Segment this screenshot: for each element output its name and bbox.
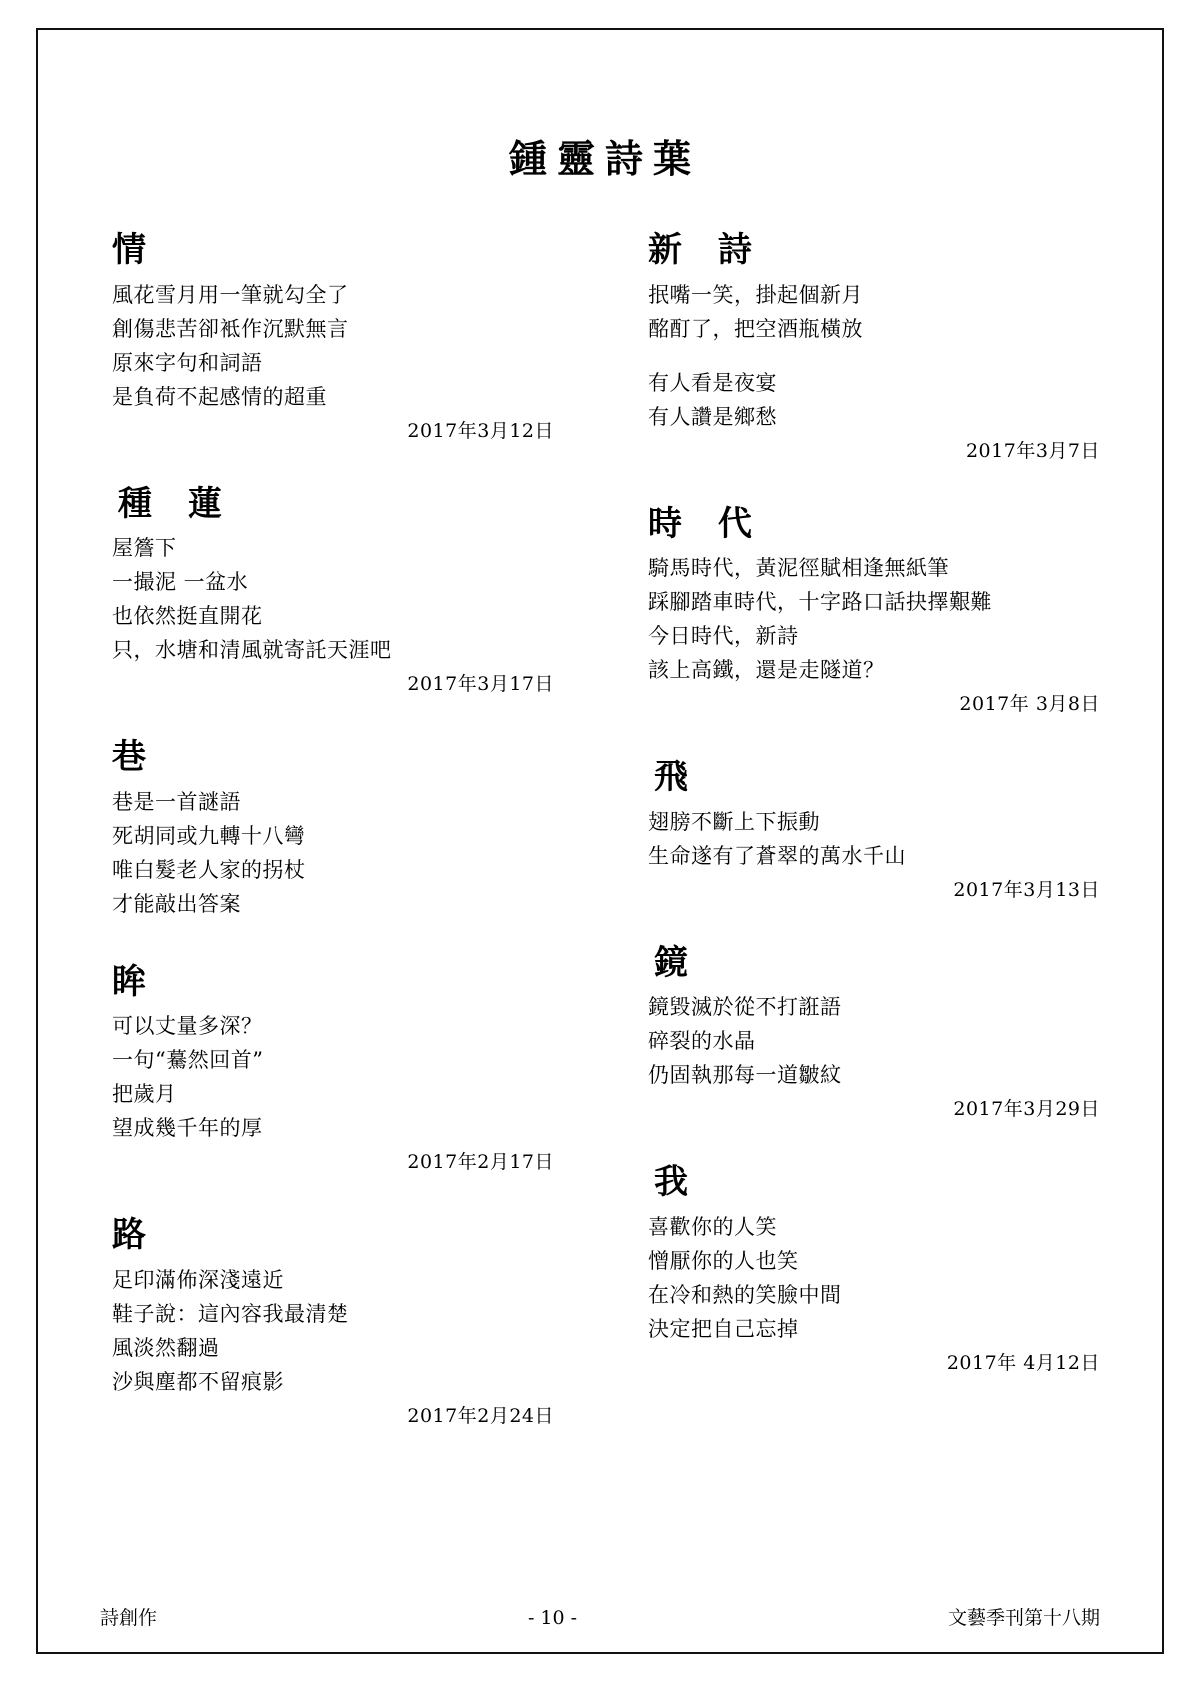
- poem-line: 生命遂有了蒼翠的萬水千山: [648, 843, 906, 868]
- poem-line: 今日時代，新詩: [648, 624, 799, 649]
- page-title: 鍾靈詩葉: [508, 136, 701, 181]
- poem-line: 死胡同或九轉十八彎: [112, 823, 306, 848]
- poem-line: 是負荷不起感情的超重: [112, 384, 327, 409]
- poem: [112, 1214, 582, 1428]
- poem-line: 決定把自己忘掉: [648, 1316, 799, 1341]
- poem-line: 風淡然翻過: [112, 1335, 220, 1360]
- poem-date: 2017年3月13日: [953, 878, 1100, 901]
- poem-line: 一撮泥 一盆水: [112, 570, 249, 595]
- poem-line: 仍固執那每一道皺紋: [648, 1063, 842, 1088]
- poem: [648, 1161, 1110, 1375]
- poem-date: 2017年3月17日: [407, 673, 554, 696]
- poem-line: 翅膀不斷上下振動: [648, 809, 820, 834]
- poem-title: 飛: [654, 757, 700, 798]
- poem-line: 唯白髮老人家的拐杖: [112, 857, 306, 882]
- poem-line: 抿嘴一笑，掛起個新月: [648, 282, 863, 307]
- footer-section-label: 詩創作: [100, 1607, 158, 1629]
- footer-publication-label: 文藝季刊第十八期: [947, 1607, 1100, 1629]
- column-left: [90, 229, 600, 1468]
- poem-line: 酩酊了，把空酒瓶橫放: [648, 316, 863, 341]
- poem-line: 有人讚是鄉愁: [648, 404, 777, 429]
- poem-line: 鏡毀滅於從不打誑語: [648, 995, 842, 1020]
- poem-columns: [90, 229, 1110, 1468]
- poem-line: 騎馬時代，黃泥徑賦相逢無紙筆: [648, 556, 949, 581]
- poem-date: 2017年 3月8日: [959, 693, 1100, 716]
- poem-title: 路: [112, 1215, 158, 1256]
- poem-line: 望成幾千年的厚: [112, 1116, 263, 1141]
- poem-line: 鞋子說：這內容我最清楚: [112, 1301, 349, 1326]
- poem-line: 在冷和熱的笑臉中間: [648, 1282, 842, 1307]
- poem-line: 喜歡你的人笑: [648, 1214, 777, 1239]
- poem-line: 該上高鐵，還是走隧道？: [648, 658, 885, 683]
- poem-title: 新 詩: [648, 230, 764, 270]
- poem-date: 2017年3月29日: [953, 1098, 1100, 1121]
- poem: [648, 942, 1110, 1122]
- column-right: [600, 229, 1110, 1468]
- poem-line: 可以丈量多深？: [112, 1014, 263, 1039]
- poem-title: 鏡: [654, 942, 700, 983]
- poem-line: 才能敲出答案: [112, 891, 241, 916]
- poem-title: 時 代: [648, 503, 764, 544]
- poem: [648, 503, 1110, 717]
- poem-line: 把歲月: [112, 1082, 177, 1107]
- poem-title: 種 蓮: [118, 483, 234, 524]
- poem-line: 憎厭你的人也笑: [648, 1248, 799, 1273]
- poem-line: 創傷悲苦卻袛作沉默無言: [112, 316, 349, 341]
- poem-title: 眸: [112, 961, 158, 1002]
- poem-line: 也依然挺直開花: [112, 604, 263, 629]
- poem-date: 2017年3月12日: [407, 419, 554, 442]
- poem-date: 2017年2月17日: [407, 1151, 554, 1174]
- poem-line: 原來字句和詞語: [112, 350, 263, 375]
- poem-title: 情: [112, 230, 158, 270]
- page-footer: [90, 1603, 1110, 1630]
- poem: [648, 756, 1110, 902]
- page-number: - 10 -: [527, 1607, 578, 1629]
- poem-date: 2017年2月24日: [407, 1404, 554, 1427]
- poem-line: 巷是一首謎語: [112, 789, 241, 814]
- poem-line: 一句“驀然回首”: [112, 1048, 264, 1073]
- poem: [112, 961, 582, 1175]
- page-content: [90, 90, 1110, 1612]
- poem-title: 我: [654, 1162, 700, 1203]
- poem: [112, 229, 582, 443]
- poem-line: 風花雪月用一筆就勾全了: [112, 282, 349, 307]
- poem-date: 2017年3月7日: [965, 439, 1100, 462]
- poem: [112, 736, 582, 921]
- poem-line: 有人看是夜宴: [648, 370, 777, 395]
- poem-line: [648, 346, 1110, 366]
- poem-line: 碎裂的水晶: [648, 1029, 756, 1054]
- poem-line: 沙與塵都不留痕影: [112, 1369, 284, 1394]
- poem-line: 踩腳踏車時代，十字路口話抉擇艱難: [648, 590, 992, 615]
- poem-line: 足印滿佈深淺遠近: [112, 1267, 284, 1292]
- poem-title: 巷: [112, 737, 158, 778]
- poem: [112, 483, 582, 697]
- poem-date: 2017年 4月12日: [946, 1351, 1100, 1374]
- poem-line: 只，水塘和清風就寄託天涯吧: [112, 638, 392, 663]
- poem: [648, 229, 1110, 463]
- poem-line: 屋簷下: [112, 536, 177, 561]
